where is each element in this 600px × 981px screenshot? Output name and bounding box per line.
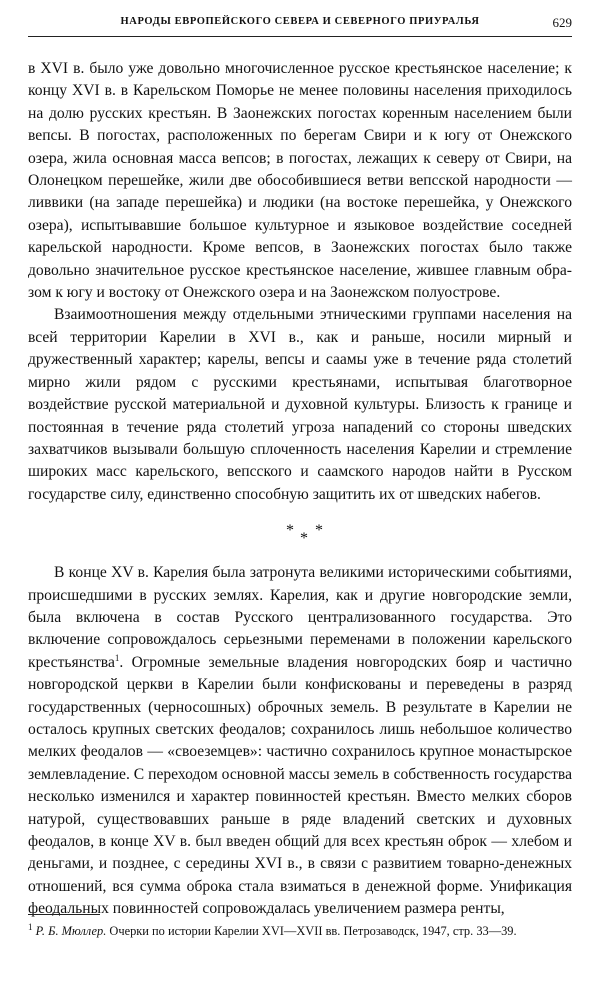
- page-number: 629: [552, 15, 572, 30]
- paragraph-3: [28, 562, 572, 921]
- paragraph-2: Взаимоотношения между отдельными этническими группами населения на всей территории Карелии в XVI в., как и раньше, носили мирный и дружественный характер; карелы, вепсы и саамы уже в течение ряда столетий мирно жили рядом с русскими крестьянами, испытывая благотворное воздействие русской материальной и духовной культуры. Близость к границе и постоянная в течение ряда столетий угроза нападений со стороны шведских захватчиков вызывали большую сплоченность населения Карелии и стремление широких масс карельского, вепсского и саамского народов найти в Русском государстве силу, единственно способную защитить их от шведских набегов.: [28, 306, 572, 503]
- footnote-text: Очерки по истории Карелии XVI—XVII вв. Петрозаводск, 1947, стр. 33—39.: [106, 924, 517, 938]
- footnote: [28, 921, 572, 941]
- divider-star: *: [300, 530, 316, 548]
- footnote-number: 1: [28, 921, 33, 932]
- page-header: [28, 14, 572, 37]
- divider-star: *: [315, 522, 331, 540]
- footnote-author: Р. Б. Мюллер.: [35, 924, 107, 938]
- section-divider: [28, 506, 572, 562]
- footnote-reference[interactable]: 1: [114, 652, 120, 663]
- paragraph-3-part-1: В конце XV в. Карелия была затронута великими историческими событиями, происшедшими в русских землях. Карелия, как и другие новгородские земли, была включена в состав Русского централизованного государства. Это включение сопровождалось серьезными переменами в положении карельского крестьянства: [28, 564, 572, 671]
- divider-star: *: [286, 522, 302, 540]
- running-head: НАРОДЫ ЕВРОПЕЙСКОГО СЕВЕРА И СЕВЕРНОГО ПРИУРАЛЬЯ: [120, 16, 480, 27]
- main-text: [28, 58, 572, 921]
- footnote-rule: [28, 914, 100, 915]
- paragraph-1: в XVI в. было уже довольно многочисленное русское крестьянское население; к концу XVI в. в Карельском Поморье не менее половины населения приходилось на долю русских крестьян. В Заонежских погостах коренным населением были вепсы. В погостах, расположенных по берегам Свири и к югу от Онежского озера, жила основная масса вепсов; в погостах, лежащих к северу от Свири, на Олонецком перешейке, жили две обособившиеся ветви вепсской народности — ливвики (на западе перешейка) и людики (на востоке перешейка, у Онежского озера), испытывавшие большое культурное и языковое воздействие соседней карельской народности. Кроме вепсов, в Заонежских погостах было также довольно значительное русское крестьянское население, жившее главным образом к югу и востоку от Онежского озера и на Заонежском полуострове.: [28, 60, 572, 302]
- paragraph-3-part-2: . Огромные земельные владения новгородских бояр и частично новгородской церкви в Карелии были конфискованы и переведены в разряд государственных (черносошных) оброчных земель. В результате в Карелии не осталось крупных светских феодалов; сохранилось лишь небольшое количество мелких феодалов — «своеземцев»: частично сохранилось крупное монастырское землевладение. С переходом основной массы земель в собственность государства несколько изменился и характер повинностей крестьян. Вместо мелких сборов натурой, существовавших раньше в ряде владений светских и духовных феодалов, в конце XV в. был введен общий для всех крестьян оброк — хлебом и деньгами, и позднее, с середины XVI в., в связи с развитием товарно-денежных отношений, вся сумма оброка стала взиматься в денежной форме. Унификация феодальных повинностей сопровождалась увеличением размера ренты,: [28, 653, 572, 918]
